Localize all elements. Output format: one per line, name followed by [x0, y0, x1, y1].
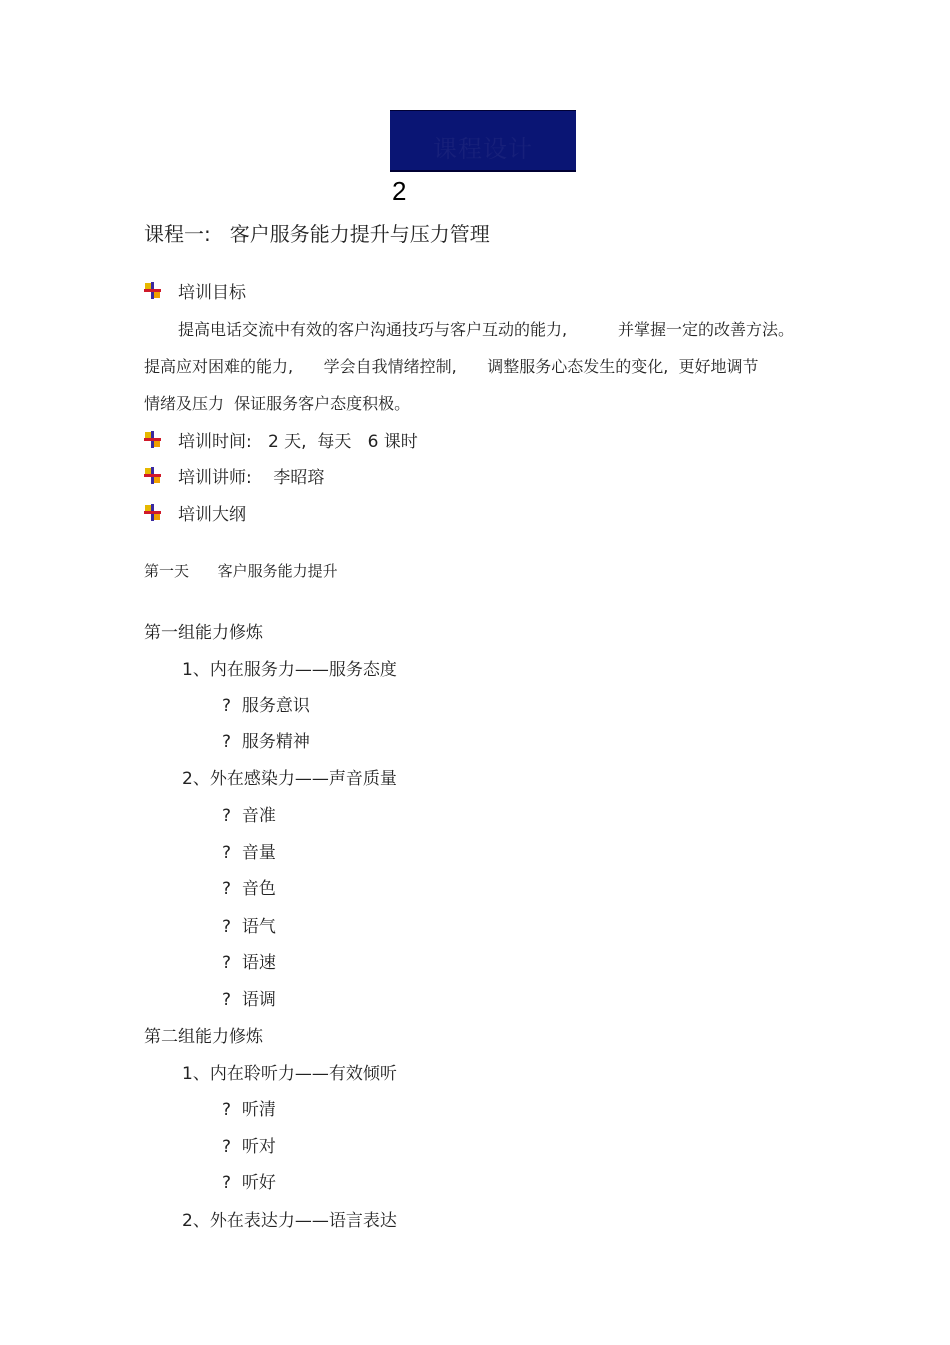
list-item: ? 服务意识: [222, 696, 310, 716]
bullet-icon: [144, 431, 161, 448]
day-1-title: 第一天 客户服务能力提升: [144, 562, 338, 580]
training-goal-line-3: 情绪及压力 保证服务客户态度积极。: [144, 394, 411, 413]
group-1-title: 第一组能力修炼: [144, 623, 263, 643]
list-item: ? 音准: [222, 806, 276, 826]
bullet-icon: [144, 504, 161, 521]
course-design-title: 课程设计: [433, 135, 533, 163]
training-time: 培训时间: 2 天, 每天 6 课时: [178, 432, 418, 452]
group-1-sub-2-title: 2、外在感染力——声音质量: [182, 769, 397, 789]
training-goal-line-1: 提高电话交流中有效的客户沟通技巧与客户互动的能力, 并掌握一定的改善方法。: [178, 320, 794, 339]
training-outline-label: 培训大纲: [178, 505, 246, 525]
list-item: ? 听清: [222, 1100, 276, 1120]
group-2-sub-2-title: 2、外在表达力——语言表达: [182, 1211, 397, 1231]
list-item: ? 音量: [222, 843, 276, 863]
group-2-sub-1-title: 1、内在聆听力——有效倾听: [182, 1064, 397, 1084]
page-number: 2: [392, 176, 407, 206]
training-trainer: 培训讲师: 李昭瑢: [178, 468, 325, 488]
training-trainer-row: [144, 463, 324, 488]
course-title: 课程一: 客户服务能力提升与压力管理: [144, 222, 490, 246]
training-outline-row: [144, 500, 246, 525]
list-item: ? 语调: [222, 990, 276, 1010]
list-item: ? 服务精神: [222, 732, 310, 752]
group-1-sub-1-title: 1、内在服务力——服务态度: [182, 660, 397, 680]
training-time-row: [144, 427, 418, 452]
bullet-icon: [144, 282, 161, 299]
training-goal-line-2: 提高应对困难的能力, 学会自我情绪控制, 调整服务心态发生的变化, 更好地调节: [144, 357, 759, 376]
list-item: ? 听好: [222, 1173, 276, 1193]
list-item: ? 音色: [222, 879, 276, 899]
group-2-title: 第二组能力修炼: [144, 1027, 263, 1047]
list-item: ? 语速: [222, 953, 276, 973]
training-goal-label: 培训目标: [178, 283, 246, 303]
training-goal-row: [144, 278, 246, 303]
list-item: ? 语气: [222, 917, 276, 937]
list-item: ? 听对: [222, 1137, 276, 1157]
bullet-icon: [144, 467, 161, 484]
course-design-title-box: [390, 110, 576, 172]
